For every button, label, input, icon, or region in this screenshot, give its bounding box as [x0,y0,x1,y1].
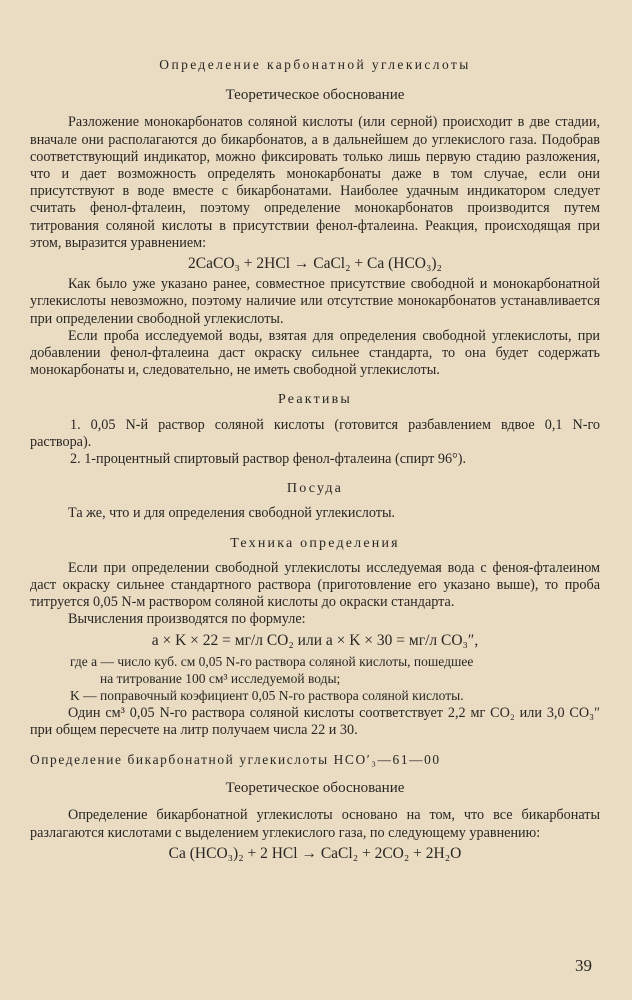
paragraph-2: Как было уже указано ранее, совместное присутствие свободной и монокарбонатной углекислоты невозможно, поэтому наличие или отсутствие монокарбонатов устанавливается при определении свободной углекислоты. [30,276,600,327]
running-header: Определение карбонатной углекислоты [159,57,471,72]
equation-1: 2CaCO₃ + 2HCl → CaCl₂ + Ca (HCO₃)₂ [188,255,442,273]
formula-legend [30,653,600,705]
section-title-theory-2: Теоретическое обоснование [225,780,405,797]
section-title-glassware: Посуда [286,481,344,497]
section-title-theory: Теоретическое обоснование [225,87,405,104]
legend-line: на титрование 100 см³ исследуемой воды; [100,671,341,687]
section-title-reagents: Реактивы [277,392,353,408]
paragraph-6: Вычисления производятся по формуле: [68,611,306,628]
page-number: 39 [575,956,592,975]
paragraph-8: Определение бикарбонатной углекислоты основано на том, что все бикарбонаты разлагаются кислотами с выделением углекислого газа, по следующему уравнению: [30,807,600,841]
equation-3: Ca (HCO₃)₂ + 2 HCl → CaCl₂ + 2CO₂ + 2H₂O [168,844,462,862]
section-title-bicarbonate: Определение бикарбонатной углекислоты HCO′₃—61—00 [30,751,441,767]
section-title-technique: Техника определения [230,535,400,551]
legend-line: K — поправочный коэфициент 0,05 N-го раствора соляной кислоты. [70,688,464,704]
reagent-item: 2. 1-процентный спиртовый раствор фенол-фталеина (спирт 96°). [70,451,467,468]
book-page [30,56,600,866]
reagent-item: 1. 0,05 N-й раствор соляной кислоты (готовится разбавлением вдвое 0,1 N-го раствора). [30,416,600,450]
equation-2: a × K × 22 = мг/л CO₂ или a × K × 30 = мг/л CO₃″, [151,631,479,649]
paragraph-1: Разложение монокарбонатов соляной кислоты (или серной) происходит в две стадии, вначале они располагаются до бикарбонатов, а в дальнейшем до углекислого газа. Подобрав соответствующий индикатор, можно фиксировать только лишь первую стадию разложения, что и дает возможность определять монокарбонаты даже в том случае, если они присутствуют в воде вместе с бикарбонатами. Наиболее удачным индикатором следует считать фенол-фталеин, поэтому определение монокарбонатов производится путем титрования соляной кислоты в присутствии фенол-фталеина. Реакция, происходящая при этом, выразится уравнением: [30,114,600,251]
paragraph-7: Один см³ 0,05 N-го раствора соляной кислоты соответствует 2,2 мг CO₂ или 3,0 CO₃″ при общем пересчете на литр получаем числа 22 и 30. [30,704,600,738]
reagents-list [30,417,600,469]
legend-line: где a — число куб. см 0,05 N-го раствора соляной кислоты, пошедшее [70,653,474,669]
paragraph-3: Если проба исследуемой воды, взятая для определения свободной углекислоты, при добавлении фенол-фталеина даст окраску сильнее стандарта, то она будет содержать монокарбонаты и, следовательно, не иметь свободной углекислоты. [30,327,600,379]
paragraph-glassware: Та же, что и для определения свободной углекислоты. [68,505,396,522]
paragraph-5: Если при определении свободной углекислоты исследуемая вода с феноя-фталеином даст окраску сильнее стандартного раствора (приготовление его указано выше), то проба титруется 0,05 N-м раствором соляной кислоты до окраски стандарта. [30,559,600,611]
